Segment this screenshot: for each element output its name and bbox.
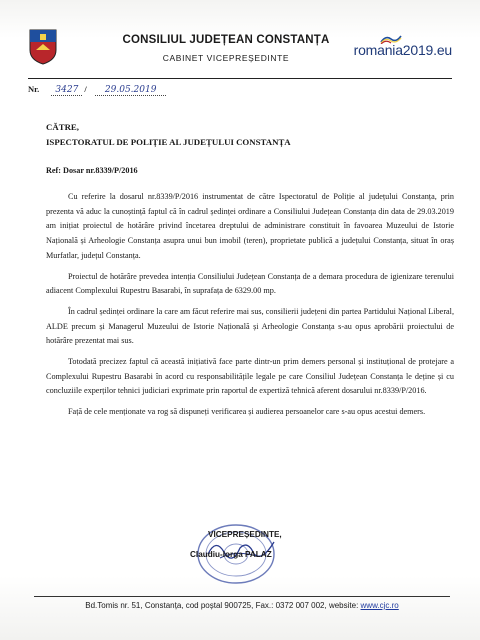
romania2019-logo: romania2019.eu	[353, 42, 452, 58]
recipient-salutation: CĂTRE,	[46, 122, 79, 132]
body-paragraph-1: Cu referire la dosarul nr.8339/P/2016 instrumentat de către Ispectoratul de Poliție al județului Constanța, prin prezenta vă aduc la cunoștință faptul că în cadrul ședinței ordinare a Consiliului Județean Constanța din data de 29.03.2019 am inițiat proiectul de hotărâre privind încetarea dreptului de administrare constituit în favoarea Muzeului de Istorie Națională și Arheologie Constanța asupra unui bun imobil (teren), proprietate publică a județului Constanța, situat în oraș Murfatlar, județul Constanța.	[46, 192, 454, 260]
footer-website-link[interactable]: www.cjc.ro	[360, 601, 399, 610]
footer-address: Bd.Tomis nr. 51, Constanța, cod poștal 900725, Fax.: 0372 007 002, website:	[85, 601, 359, 610]
case-reference: Ref: Dosar nr.8339/P/2016	[46, 166, 138, 175]
signature-block	[176, 522, 346, 592]
body-paragraph-5: Față de cele menționate va rog să dispuneți verificarea și audierea persoanelor care s-au opus acestui demers.	[68, 407, 426, 417]
footer	[34, 601, 450, 610]
body-paragraph-4: Totodată precizez faptul că această inițiativă face parte dintr-un prim demers personal și instituțional de protejare a Complexului Rupestru Basarabi în acord cu responsabilitățile legale pe care Consiliul Județean Constanța le deține și cu concluziile experților tehnici judiciari exprimate prin raportul de expertiză tehnică aferent dosarului nr.8339/P/2016.	[46, 357, 454, 396]
county-crest-icon	[28, 28, 58, 66]
registry-label: Nr.	[28, 84, 40, 94]
letter-body	[46, 190, 454, 424]
recipient-name: ISPECTORATUL DE POLIȚIE AL JUDEȚULUI CONSTANȚA	[46, 137, 291, 147]
header-divider	[28, 78, 452, 79]
registry-date: 29.05.2019	[95, 85, 167, 96]
recipient-block	[46, 120, 291, 150]
handwritten-signature-icon	[206, 534, 276, 564]
body-paragraph-3: În cadrul ședinței ordinare la care am făcut referire mai sus, consilierii județeni din partea Partidului Național Liberal, ALDE precum și Managerul Muzeului de Istorie Națională și Arheologie Constanța s-au opus aprobării proiectului de hotărâre prezentat mai sus.	[46, 306, 454, 346]
registry-separator: /	[84, 84, 87, 94]
footer-divider	[34, 596, 450, 597]
body-paragraph-2: Proiectul de hotărâre prevedea intenția Consiliului Județean Constanța de a demara procedura de igienizare terenului adiacent Complexului Rupestru Basarabi, în suprafața de 6329.00 mp.	[46, 271, 454, 296]
letterhead	[28, 28, 460, 76]
cabinet-name: CABINET VICEPREȘEDINTE	[162, 53, 290, 63]
signatory-name: Claudiu-Iorga PALAZ	[190, 550, 272, 559]
registry-line	[28, 84, 166, 96]
org-name: CONSILIUL JUDEȚEAN CONSTANȚA	[122, 34, 330, 46]
signatory-title: VICEPREȘEDINTE,	[208, 530, 282, 539]
registry-number: 3427	[51, 85, 82, 96]
letterhead-title	[116, 34, 336, 63]
